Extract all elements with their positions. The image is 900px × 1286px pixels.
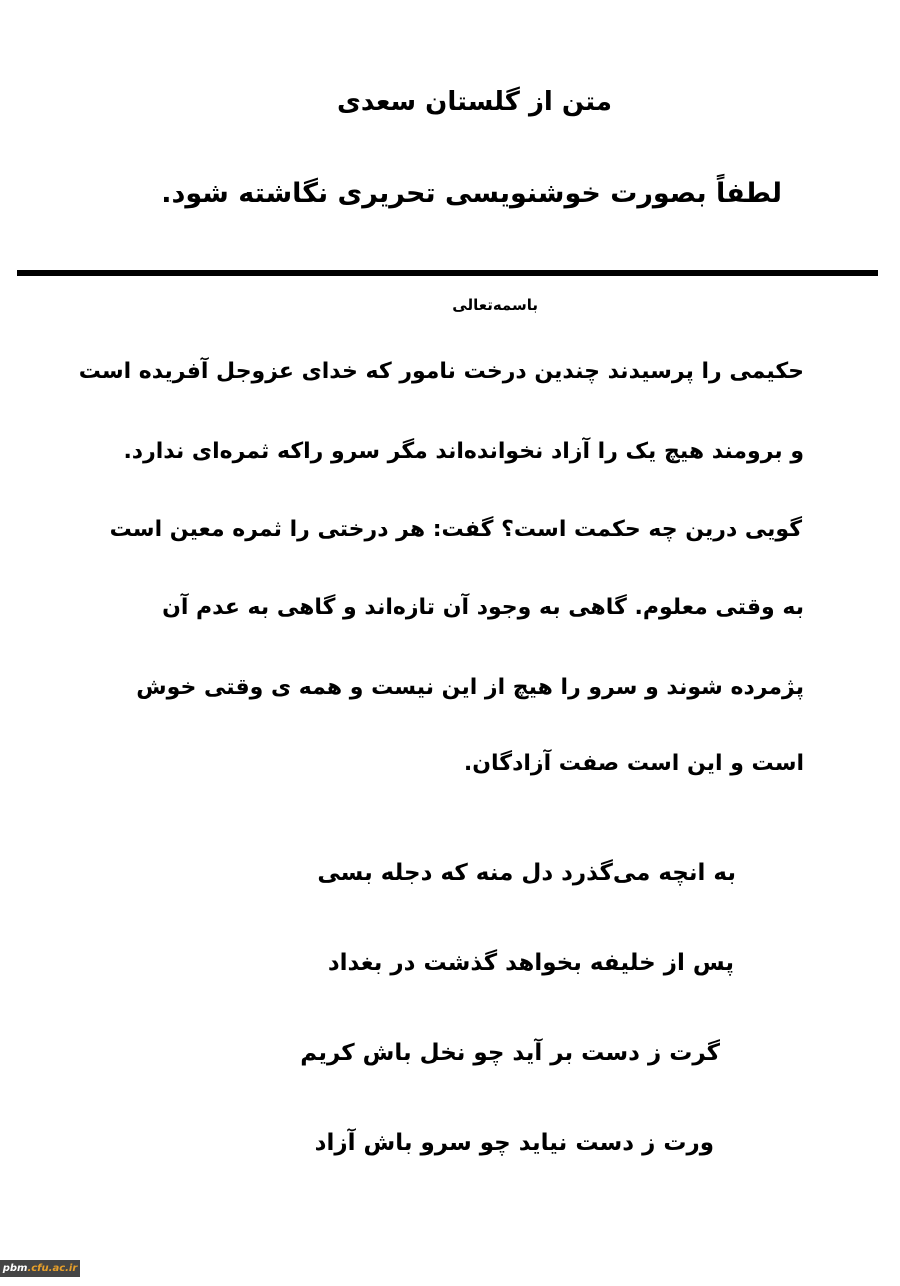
verse-line: پس از خلیفه بخواهد گذشت در بغداد xyxy=(327,950,734,976)
divider-rule xyxy=(17,270,878,276)
verse-line: به انچه می‌گذرد دل منه که دجله بسی xyxy=(317,860,736,886)
basmala-heading: باسمه‌تعالی xyxy=(452,296,538,314)
page-title: متن از گلستان سعدی xyxy=(337,87,612,117)
verse-line: ورت ز دست نیاید چو سرو باش آزاد xyxy=(314,1130,714,1156)
prose-line: و برومند هیچ یک را آزاد نخوانده‌اند مگر سرو راکه ثمره‌ای ندارد. xyxy=(123,439,804,464)
watermark-domain: .cfu.ac.ir xyxy=(27,1263,78,1274)
prose-line: به وقتی معلوم. گاهی به وجود آن تازه‌اند و گاهی به عدم آن xyxy=(162,595,804,620)
instruction-text: لطفاً بصورت خوشنویسی تحریری نگاشته شود. xyxy=(161,178,782,209)
site-watermark xyxy=(0,1260,80,1277)
prose-line: گویی درین چه حکمت است؟ گفت: هر درختی را ثمره معین است xyxy=(109,517,802,542)
prose-line: پژمرده شوند و سرو را هیچ از این نیست و همه ی وقتی خوش xyxy=(136,675,804,700)
watermark-prefix: pbm xyxy=(2,1263,28,1274)
prose-line: است و این است صفت آزادگان. xyxy=(463,751,804,776)
verse-line: گرت ز دست بر آید چو نخل باش کریم xyxy=(300,1040,720,1066)
prose-line: حکیمی را پرسیدند چندین درخت نامور که خدای عزوجل آفریده است xyxy=(78,359,804,384)
